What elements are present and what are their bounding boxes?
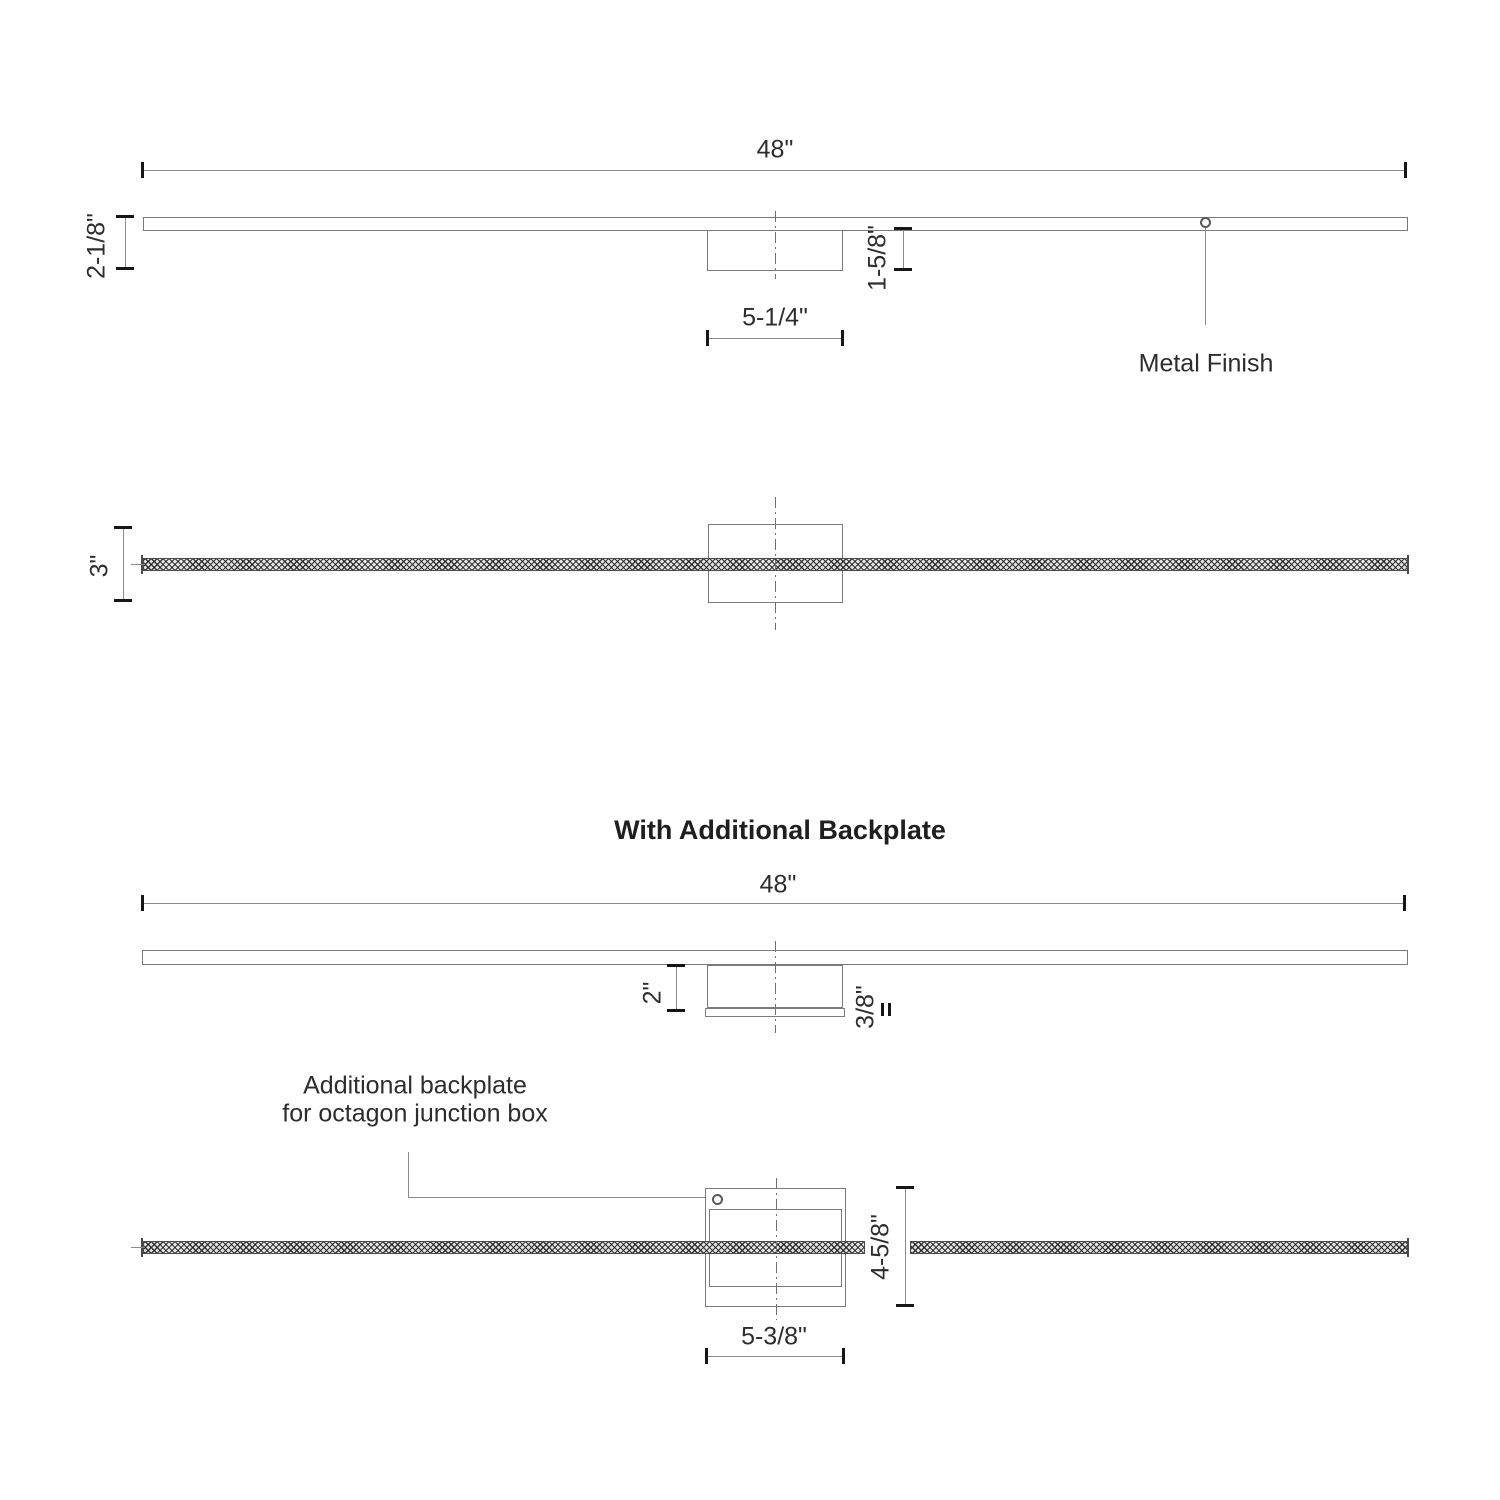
backplate-screw-hole [712, 1194, 723, 1205]
dim-tick [842, 1348, 845, 1364]
centerline [775, 497, 776, 630]
canopy-width-label: 5-1/4" [742, 303, 808, 332]
standoff-label: 2" [638, 981, 667, 1005]
dim-tick [1404, 162, 1407, 178]
dim-tick [141, 162, 144, 178]
bar-endcap [1407, 555, 1409, 574]
dim-tick [667, 1009, 685, 1012]
centerline [775, 211, 776, 279]
backplate-note-line2: for octagon junction box [282, 1099, 548, 1127]
dim-tick [141, 895, 144, 911]
dim-tick [896, 1304, 914, 1307]
note-leader-vertical [408, 1152, 409, 1197]
centerline-stub [131, 564, 145, 565]
finish-leader-line [1205, 228, 1206, 325]
canopy-height-label: 1-5/8" [863, 225, 892, 291]
dim-tick [114, 599, 132, 602]
backplate-note-line1: Additional backplate [303, 1071, 527, 1100]
dim-tick [705, 1348, 708, 1364]
depth-label: 3" [85, 554, 114, 578]
dim-tick [894, 227, 912, 230]
section-title: With Additional Backplate [614, 815, 946, 846]
overall-width-label: 48" [756, 135, 794, 164]
dim-tick [116, 215, 134, 218]
compressed-dim-tick [881, 1003, 884, 1016]
standoff-dim-line [676, 966, 677, 1011]
centerline [775, 941, 776, 1033]
plate-width-dim-line [707, 1356, 844, 1357]
mounting-hole [1200, 217, 1211, 228]
fixture-height-label: 2-1/8" [82, 213, 111, 279]
note-leader-horizontal [408, 1197, 711, 1198]
fixture-height-dim-line [125, 217, 126, 270]
depth-dim-line [123, 528, 124, 601]
overall-width-dim-line-2 [143, 903, 1406, 904]
backplate-note [282, 1073, 547, 1128]
plate-height-label: 4-5/8" [866, 1214, 895, 1280]
dim-tick [1403, 895, 1406, 911]
plate-width-label: 5-3/8" [741, 1322, 807, 1351]
dim-tick [896, 1186, 914, 1189]
plate-height-dim-line [905, 1188, 906, 1307]
bar-endcap [1407, 1238, 1409, 1257]
metal-finish-label: Metal Finish [1138, 349, 1274, 378]
centerline-stub [131, 1247, 145, 1248]
plate-thickness-label: 3/8" [851, 985, 880, 1029]
dim-tick [894, 268, 912, 271]
dim-tick [114, 526, 132, 529]
canopy-height-dim-line [903, 229, 904, 271]
fixture-bar-plan-right [910, 1241, 1408, 1254]
centerline [776, 1178, 777, 1320]
dim-tick [706, 330, 709, 346]
canopy-width-dim-line [708, 338, 843, 339]
dim-tick [841, 330, 844, 346]
compressed-dim-tick [888, 1003, 891, 1016]
dim-tick [667, 964, 685, 967]
dim-tick [116, 267, 134, 270]
overall-width-dim-line [143, 170, 1407, 171]
overall-width-label-2: 48" [759, 870, 797, 899]
fixture-bar-plan-left [143, 1241, 865, 1254]
